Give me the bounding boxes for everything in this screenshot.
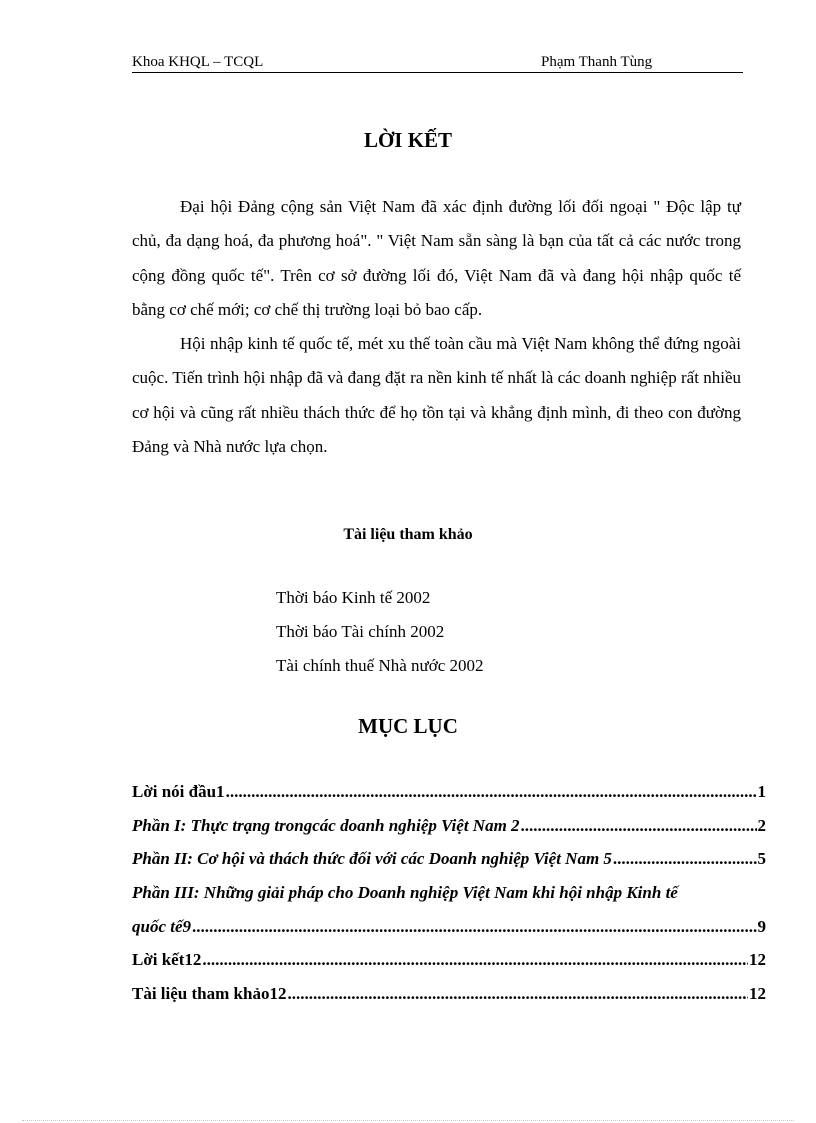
toc-leader — [521, 816, 757, 836]
toc-leader — [202, 950, 748, 970]
conclusion-title: LỜI KẾT — [363, 128, 453, 152]
toc-entry[interactable] — [132, 950, 766, 984]
toc-leader — [192, 917, 756, 937]
page-header — [132, 50, 743, 73]
header-department: Khoa KHQL – TCQL — [132, 54, 264, 70]
toc-entry-line1[interactable] — [132, 883, 766, 917]
toc-leader — [613, 849, 757, 869]
references-list — [276, 581, 484, 683]
references-title: Tài liệu tham khảo — [343, 526, 473, 543]
toc-entry-page: 2 — [757, 815, 766, 835]
toc-leader — [226, 782, 757, 802]
toc-entry-title: Phần II: Cơ hội và thách thức đối với các Doanh nghiệp Việt Nam 5 — [132, 849, 612, 869]
conclusion-paragraph: Hội nhập kinh tế quốc tế, mét xu thế toàn cầu mà Việt Nam không thể đứng ngoài cuộc. Tiến trình hội nhập đã và đang đặt ra nền kinh tế nhất là các doanh nghiệp rất nhiều cơ hội và cũng rất nhiều thách thức để họ tồn tại và khẳng định mình, đi theo con đường Đảng và Nhà nước lựa chọn. — [132, 334, 741, 457]
toc-entry-title-cont: quốc tế9 — [132, 916, 192, 936]
toc-entry[interactable] — [132, 917, 766, 951]
toc-entry-page: 9 — [757, 916, 766, 936]
toc-entry[interactable] — [132, 816, 766, 850]
toc-entry-title: Lời kết12 — [132, 950, 202, 970]
toc-leader — [287, 984, 748, 1004]
toc-entry-title: Phần I: Thực trạng trongcác doanh nghiệp Việt Nam 2 — [132, 815, 520, 835]
toc-entry[interactable] — [132, 984, 766, 1018]
toc-entry[interactable] — [132, 782, 766, 816]
toc-title: MỤC LỤC — [358, 714, 458, 738]
toc-entry-title: Tài liệu tham khảo12 — [132, 984, 287, 1004]
header-author: Phạm Thanh Tùng — [541, 54, 653, 70]
toc-entry-page: 1 — [757, 782, 766, 801]
toc-entry-page: 12 — [749, 984, 766, 1004]
toc-entry-page: 5 — [757, 849, 766, 869]
reference-item: Thời báo Tài chính 2002 — [276, 622, 445, 641]
toc-entry[interactable] — [132, 849, 766, 883]
reference-item: Thời báo Kinh tế 2002 — [276, 588, 431, 607]
reference-item: Tài chính thuế Nhà nước 2002 — [276, 656, 484, 675]
toc-entry-page: 12 — [749, 950, 766, 970]
table-of-contents — [132, 782, 766, 1018]
toc-entry-title: Lời nói đầu1 — [132, 782, 225, 801]
conclusion-paragraph: Đại hội Đảng cộng sản Việt Nam đã xác định đường lối đối ngoại " Độc lập tự chủ, đa dạng hoá, đa phương hoá". " Việt Nam sẵn sàng là bạn của tất cả các nước trong cộng đồng quốc tế". Trên cơ sở đường lối đó, Việt Nam đã và đang hội nhập quốc tế bằng cơ chế mới; cơ chế thị trường loại bỏ bao cấp. — [132, 197, 741, 319]
page-bottom-divider — [22, 1120, 794, 1121]
toc-entry-title: Phần III: Những giải pháp cho Doanh nghiệp Việt Nam khi hội nhập Kinh tế — [132, 883, 678, 903]
conclusion-body — [132, 190, 741, 464]
